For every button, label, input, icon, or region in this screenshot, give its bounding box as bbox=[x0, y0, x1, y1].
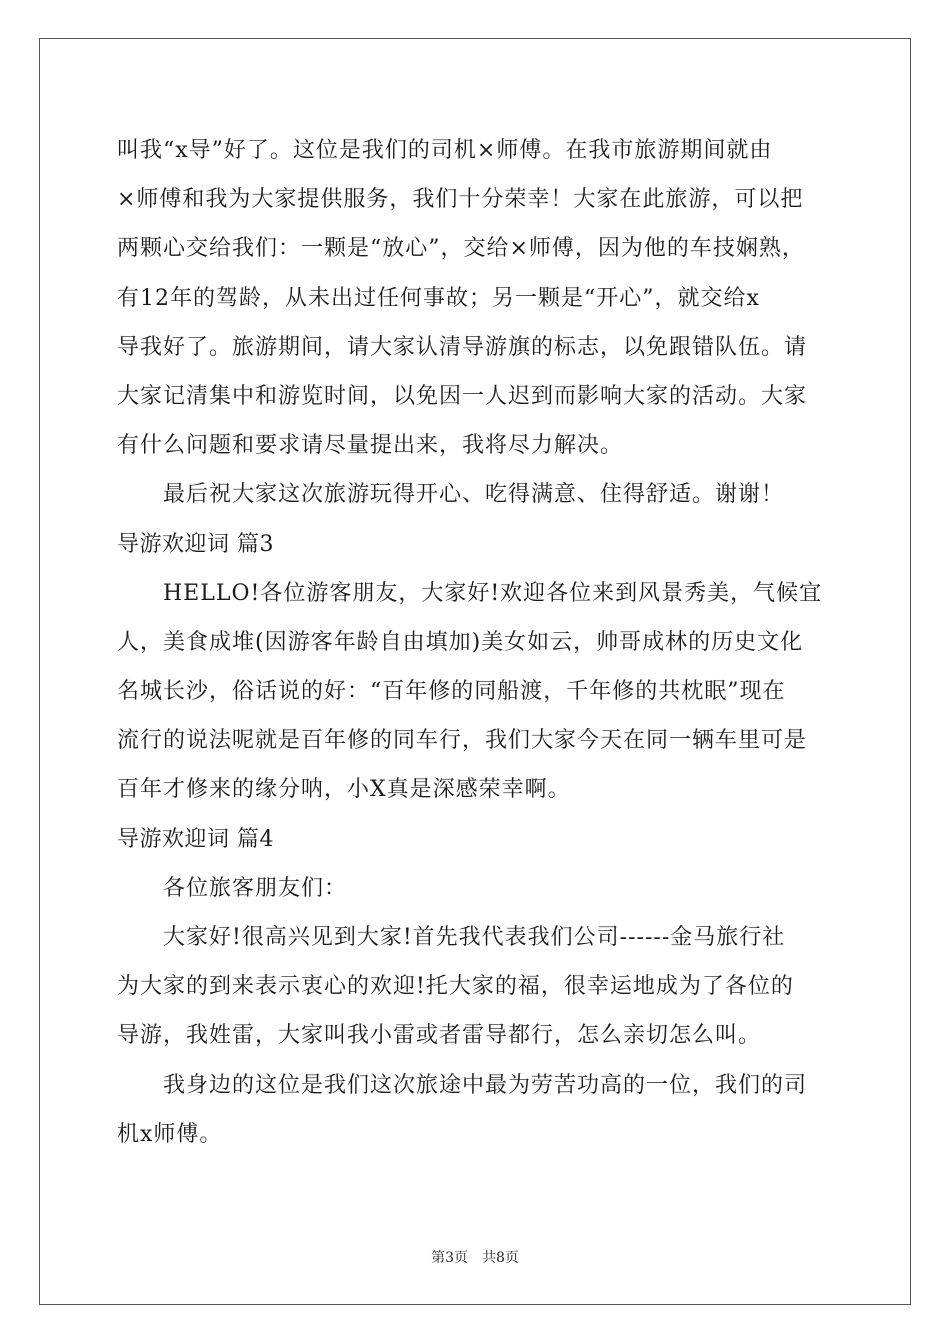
text-line: 人，美食成堆(因游客年龄自由填加)美女如云，帅哥成林的历史文化 bbox=[117, 629, 804, 655]
text-line: 两颗心交给我们：一颗是“放心”，交给×师傅，因为他的车技娴熟， bbox=[117, 236, 805, 262]
text-line: 百年才修来的缘分呐，小X真是深感荣幸啊。 bbox=[117, 777, 571, 803]
text-line: 最后祝大家这次旅游玩得开心、吃得满意、住得舒适。谢谢！ bbox=[163, 482, 785, 508]
text-line: ×师傅和我为大家提供服务，我们十分荣幸！大家在此旅游，可以把 bbox=[117, 187, 804, 213]
page-footer bbox=[0, 1247, 950, 1267]
total-pages-label: 共8页 bbox=[482, 1250, 519, 1266]
section-heading: 导游欢迎词 篇4 bbox=[117, 826, 274, 852]
text-line: 导我好了。旅游期间，请大家认清导游旗的标志，以免跟错队伍。请 bbox=[117, 334, 808, 360]
current-page-label: 第3页 bbox=[431, 1250, 468, 1266]
text-line: 导游，我姓雷，大家叫我小雷或者雷导都行，怎么亲切怎么叫。 bbox=[117, 1023, 762, 1049]
text-line: 我身边的这位是我们这次旅途中最为劳苦功高的一位，我们的司 bbox=[163, 1072, 808, 1098]
text-line: 机x师傅。 bbox=[117, 1121, 223, 1147]
text-line: 大家记清集中和游览时间，以免因一人迟到而影响大家的活动。大家 bbox=[117, 383, 808, 409]
text-line: 大家好!很高兴见到大家!首先我代表我们公司------金马旅行社 bbox=[163, 925, 786, 950]
document-body bbox=[117, 126, 837, 1159]
text-line: 名城长沙，俗话说的好：“百年修的同船渡，千年修的共枕眠”现在 bbox=[117, 679, 786, 705]
text-line: 有什么问题和要求请尽量提出来，我将尽力解决。 bbox=[117, 433, 624, 459]
text-line: 流行的说法呢就是百年修的同车行，我们大家今天在同一辆车里可是 bbox=[117, 728, 808, 754]
text-line: HELLO!各位游客朋友，大家好!欢迎各位来到风景秀美，气候宜 bbox=[163, 580, 823, 606]
section-heading: 导游欢迎词 篇3 bbox=[117, 531, 274, 557]
text-line: 有12年的驾龄，从未出过任何事故；另一颗是“开心”，就交给x bbox=[117, 285, 760, 311]
text-line: 叫我“x导”好了。这位是我们的司机×师傅。在我市旅游期间就由 bbox=[117, 138, 773, 163]
text-line: 各位旅客朋友们： bbox=[163, 875, 348, 901]
text-line: 为大家的到来表示衷心的欢迎!托大家的福，很幸运地成为了各位的 bbox=[117, 974, 794, 1000]
